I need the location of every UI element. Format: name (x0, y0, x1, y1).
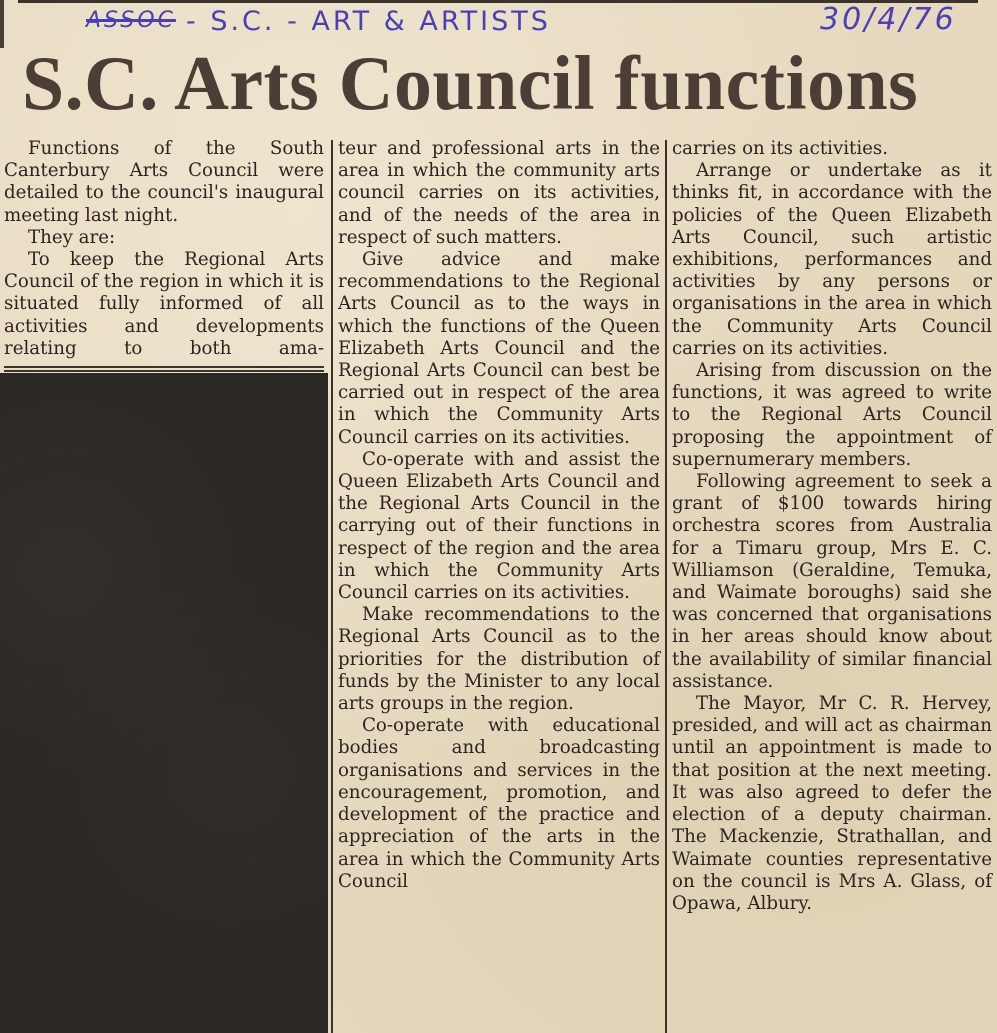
paragraph: Arrange or undertake as it thinks fit, in accordance with the policies of the Queen Elizabeth Arts Council, such artistic exhibitions, performances and activities by any persons or organisations in the area in which the Community Arts Council carries on its activities. (672, 160, 992, 359)
paragraph: Arising from discussion on the functions, it was agreed to write to the Regional Arts Council proposing the appointment of supernumerary members. (672, 360, 992, 470)
column-end-rule-double (4, 370, 324, 372)
paragraph: They are: (28, 226, 116, 248)
paragraph: Functions of the South Canterbury Arts Council were detailed to the council's inaugural meeting last night. (4, 138, 324, 226)
handwritten-date: 30/4/76 (820, 2, 957, 37)
article-column-1 (4, 138, 324, 360)
paragraph: The Mayor, Mr C. R. Hervey, presided, and will act as chairman until an appointment is made to that position at the next meeting. It was also agreed to defer the election of a deputy chairman. The Mackenzie, Strathallan, and Waimate counties representative on the council is Mrs A. Glass, of Opawa, Albury. (672, 693, 992, 914)
article-column-2 (338, 138, 660, 893)
paragraph: Make recommendations to the Regional Arts Council as to the priorities for the distribution of funds by the Minister to any local arts groups in the region. (338, 604, 660, 715)
paragraph: Give advice and make recommendations to the Regional Arts Council as to the ways in which the functions of the Queen Elizabeth Arts Council and the Regional Arts Council can best be carried out in respect of the area in which the Community Arts Council carries on its activities. (338, 249, 660, 448)
paragraph: teur and professional arts in the area in which the community arts council carries on its activities, and of the needs of the area in respect of such matters. (338, 138, 660, 248)
column-divider-1 (331, 140, 333, 1033)
article-column-3 (672, 138, 992, 915)
paragraph: Co-operate with educational bodies and broadcasting organisations and services in the encouragement, promotion, and development of the practice and appreciation of the arts in the area in which the Community Arts Council (338, 715, 660, 892)
paragraph: Following agreement to seek a grant of $100 towards hiring orchestra scores from Australia for a Timaru group, Mrs E. C. Williamson (Geraldine, Temuka, and Waimate boroughs) said she was concerned that organisations in her areas should know about the availability of similar financial assistance. (672, 471, 992, 692)
paragraph: Co-operate with and assist the Queen Elizabeth Arts Council and the Regional Arts Council in the carrying out of their functions in respect of the region and the area in which the Community Arts Council carries on its activities. (338, 448, 660, 604)
struck-out-label: ASSOC (86, 8, 176, 33)
column-divider-2 (665, 140, 667, 1033)
subject-label: - S.C. - ART & ARTISTS (186, 6, 551, 37)
dark-backing-area (0, 373, 328, 1033)
article-headline: S.C. Arts Council functions (22, 40, 919, 126)
paragraph: To keep the Regional Arts Council of the region in which it is situated fully informed of all activities and developments relating to both ama- (4, 249, 324, 359)
column-end-rule (4, 366, 324, 368)
paragraph: carries on its activities. (672, 138, 889, 159)
